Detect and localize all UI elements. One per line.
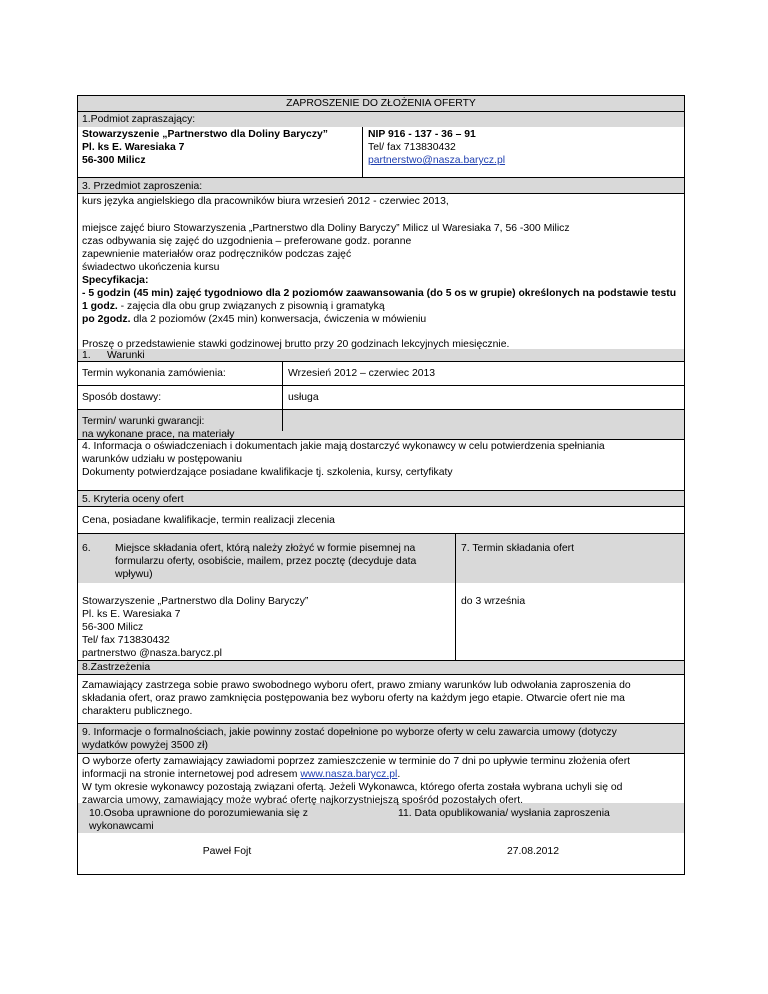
- section-5-content: Cena, posiadane kwalifikacje, termin realizacji zlecenia: [82, 515, 335, 526]
- place-text: miejsce zajęć biuro Stowarzyszenia „Partnerstwo dla Doliny Baryczy” Milicz ul Waresiaka 7, 56 -300 Milicz: [82, 223, 570, 234]
- section-3-header: 3. Przedmiot zaproszenia:: [82, 181, 203, 192]
- section-4-content: Dokumenty potwierdzające posiadane kwalifikacje tj. szkolenia, kursy, certyfikaty: [82, 467, 453, 478]
- materials-text: zapewnienie materiałów oraz podręczników podczas zajęć: [82, 249, 352, 260]
- section-4-header-line-2: warunków udziału w postępowaniu: [82, 454, 242, 465]
- spec-line-2: [82, 300, 385, 313]
- subject-text: kurs języka angielskiego dla pracowników biura wrzesień 2012 - czerwiec 2013,: [82, 196, 449, 207]
- submission-address-line: Pl. ks E. Waresiaka 7: [82, 609, 181, 620]
- submission-address-line: 56-300 Milicz: [82, 622, 144, 633]
- term-label: Termin wykonania zamówienia:: [82, 368, 226, 379]
- price-request-text: Proszę o przedstawienie stawki godzinowej brutto przy 20 godzinach lekcyjnych miesięcznie.: [82, 339, 510, 350]
- section-8-line-2: składania ofert, oraz prawo zamknięcia postępowania bez wyboru oferty na każdym jego etapie. Otwarcie ofert nie ma: [82, 693, 625, 704]
- spec-line-3-bold: po 2godz.: [82, 314, 131, 325]
- section-8-header: 8.Zastrzeżenia: [82, 662, 151, 673]
- section-5-header: 5. Kryteria oceny ofert: [82, 494, 184, 505]
- section-9-line-4: zawarcia umowy, zamawiający może wybrać ofertę najkorzystniejszą spośród pozostałych ofert.: [82, 795, 524, 806]
- conditions-number: 1.: [82, 350, 91, 361]
- section-6-number: 6.: [82, 543, 91, 554]
- certificate-text: świadectwo ukończenia kursu: [82, 262, 220, 273]
- spec-line-3-rest: dla 2 poziomów (2x45 min) konwersacja, ćwiczenia w mówieniu: [130, 314, 427, 325]
- org-email-link[interactable]: partnerstwo@nasza.barycz.pl: [368, 155, 506, 166]
- section-9-line-1: O wyborze oferty zamawiający zawiadomi poprzez zamieszczenie w terminie do 7 dni po upływie terminu złożenia ofert: [82, 756, 631, 767]
- conditions-label: Warunki: [107, 350, 145, 361]
- org-address-city: 56-300 Milicz: [82, 155, 146, 166]
- section-6-header-line-3: wpływu): [115, 569, 153, 580]
- guarantee-value: na wykonane prace, na materiały: [82, 429, 235, 440]
- org-address-street: Pl. ks E. Waresiaka 7: [82, 142, 185, 153]
- term-value: Wrzesień 2012 – czerwiec 2013: [288, 368, 436, 379]
- section-10-header-line-1: 10.Osoba uprawnione do porozumiewania się z: [89, 808, 308, 819]
- submission-address-line: Stowarzyszenie „Partnerstwo dla Doliny Baryczy”: [82, 596, 309, 607]
- publication-date: 27.08.2012: [506, 846, 559, 857]
- submission-address-line: partnerstwo @nasza.barycz.pl: [82, 648, 222, 659]
- section-9-header-line-2: wydatków powyżej 3500 zł): [82, 740, 208, 751]
- guarantee-label: Termin/ warunki gwarancji:: [82, 416, 205, 427]
- section-8-line-1: Zamawiający zastrzega sobie prawo swobodnego wyboru ofert, prawo zmiany warunków lub odwołania zaproszenia do: [82, 680, 631, 691]
- offer-invitation-form: [77, 95, 685, 875]
- section-6-header-line-2: formularzu oferty, osobiście, mailem, przez pocztę (decyduje data: [115, 556, 417, 567]
- section-11-header: 11. Data opublikowania/ wysłania zaproszenia: [398, 808, 610, 819]
- submission-address-line: Tel/ fax 713830432: [82, 635, 170, 646]
- website-link[interactable]: www.nasza.barycz.pl: [300, 769, 398, 780]
- section-1-header: 1.Podmiot zapraszający:: [82, 114, 196, 125]
- delivery-label: Sposób dostawy:: [82, 392, 162, 403]
- submission-deadline: do 3 września: [461, 596, 526, 607]
- section-9-line-2-text: informacji na stronie internetowej pod adresem: [82, 769, 301, 780]
- section-9-line-3: W tym okresie wykonawcy pozostają związani ofertą. Jeżeli Wykonawca, którego oferta została wybrana uchyli się od: [82, 782, 623, 793]
- section-6-header-line-1: Miejsce składania ofert, którą należy złożyć w formie pisemnej na: [115, 543, 416, 554]
- contact-person: Paweł Fojt: [202, 846, 252, 857]
- spec-line-3: [82, 313, 426, 326]
- spec-label: Specyfikacja:: [82, 275, 149, 286]
- section-7-header: 7. Termin składania ofert: [461, 543, 575, 554]
- section-8-line-3: charakteru publicznego.: [82, 706, 193, 717]
- org-nip: NIP 916 - 137 - 36 – 91: [368, 129, 476, 140]
- page-title: ZAPROSZENIE DO ZŁOŻENIA OFERTY: [286, 98, 476, 109]
- org-phone: Tel/ fax 713830432: [368, 142, 456, 153]
- section-9-header-line-1: 9. Informacje o formalnościach, jakie powinny zostać dopełnione po wyborze oferty w celu zawarcia umowy (dotyczy: [82, 727, 617, 738]
- spec-line-2-bold: 1 godz.: [82, 301, 118, 312]
- section-10-header-line-2: wykonawcami: [89, 821, 154, 832]
- spec-line-2-rest: - zajęcia dla obu grup związanych z pisownią i gramatyką: [117, 301, 385, 312]
- spec-line-1: - 5 godzin (45 min) zajęć tygodniowo dla 2 poziomów zaawansowania (do 5 os w grupie) określonych na podstawie testu: [82, 288, 677, 299]
- org-name: Stowarzyszenie „Partnerstwo dla Doliny Baryczy”: [82, 129, 328, 140]
- section-9-line-2: [82, 768, 400, 781]
- section-4-header-line-1: 4. Informacja o oświadczeniach i dokumentach jakie mają dostarczyć wykonawcy w celu potwierdzenia spełniania: [82, 441, 605, 452]
- delivery-value: usługa: [288, 392, 319, 403]
- section-9-line-2-end: .: [397, 769, 401, 780]
- time-text: czas odbywania się zajęć do uzgodnienia – preferowane godz. poranne: [82, 236, 412, 247]
